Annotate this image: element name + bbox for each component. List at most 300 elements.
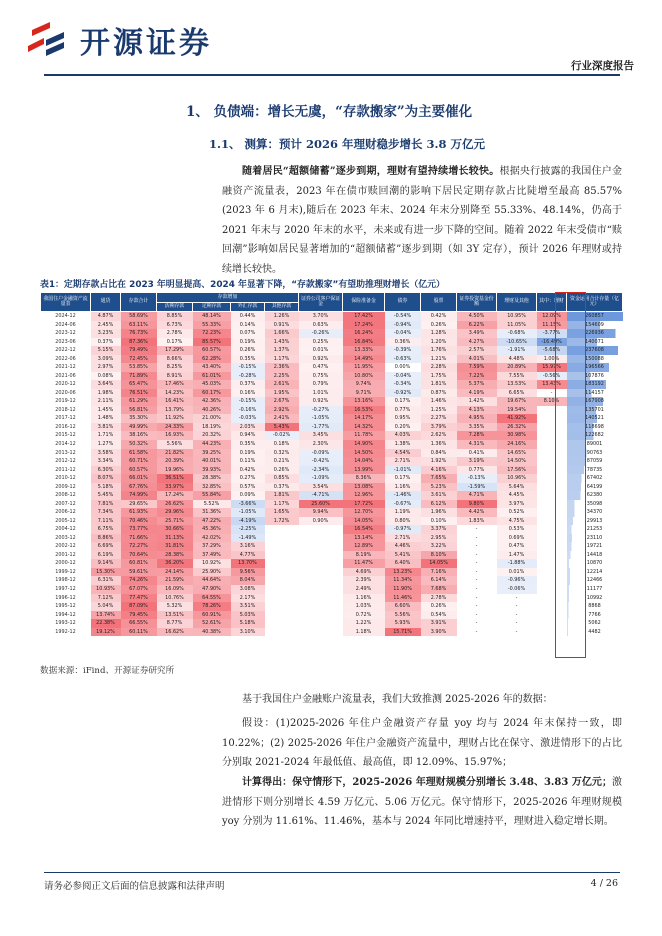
- data-cell: -0.13%: [457, 474, 497, 483]
- data-cell: 1.00%: [537, 355, 567, 364]
- result-lead: 计算得出：保守情形下，2025-2026 年理财规模分别增长 3.48、3.83 万亿元；: [242, 777, 612, 788]
- data-cell: 5062: [567, 619, 623, 628]
- data-cell: 17.24%: [157, 491, 193, 500]
- data-cell: 5.56%: [157, 440, 193, 449]
- data-cell: 0.20%: [385, 423, 421, 432]
- result-body: 激进情形下则分别增长 4.59 万亿元、5.06 万亿元。保守情形下，2025-2026 年理财规模 yoy 分别为 11.61%、11.46%，基本与 2024 年同比增速持平，理财进入稳定增长期。: [222, 777, 622, 827]
- data-cell: 53.85%: [121, 363, 157, 372]
- table-row: [41, 389, 623, 398]
- data-cell: 2.62%: [421, 431, 457, 440]
- data-cell: 6.19%: [91, 551, 121, 560]
- data-cell: 1.71%: [91, 431, 121, 440]
- data-cell: 2.95%: [421, 534, 457, 543]
- data-cell: 71.66%: [121, 534, 157, 543]
- data-cell: -1.59%: [457, 483, 497, 492]
- data-cell: 4.77%: [231, 551, 265, 560]
- data-cell: 0.00%: [394, 364, 411, 371]
- data-cell: 1.92%: [421, 457, 457, 466]
- data-cell: 4.27%: [457, 338, 497, 347]
- data-cell: 8.10%: [537, 397, 567, 406]
- data-cell: 1.38%: [385, 440, 421, 449]
- data-cell: [265, 559, 299, 568]
- data-cell: -: [515, 594, 518, 601]
- data-cell: 0.44%: [231, 312, 265, 321]
- data-cell: 5.64%: [497, 483, 537, 492]
- data-cell: [299, 534, 343, 543]
- data-cell: -3.77%: [537, 329, 567, 338]
- footer-divider: [44, 872, 620, 873]
- data-cell: [299, 568, 343, 577]
- data-cell: 1.36%: [421, 440, 457, 449]
- data-cell: 7.12%: [91, 594, 121, 603]
- data-cell: 0.32%: [265, 449, 299, 458]
- data-cell: 0.37%: [265, 483, 299, 492]
- data-cell: 67.07%: [121, 585, 157, 594]
- row-period-cell: 2013-12: [55, 449, 76, 456]
- intro-lead: 随着居民“超额储蓄”逐步到期，理财有望持续增长较快。: [242, 166, 500, 177]
- data-cell: -0.26%: [299, 329, 343, 338]
- data-cell: -0.94%: [385, 321, 421, 330]
- data-cell: 26.32%: [497, 423, 537, 432]
- data-cell: 19.54%: [497, 406, 537, 415]
- data-cell: 1.47%: [497, 551, 537, 560]
- data-cell: 10.93%: [91, 585, 121, 594]
- data-cell: 0.75%: [299, 372, 343, 381]
- data-cell: 237608: [567, 346, 623, 355]
- data-cell: 45.03%: [193, 380, 231, 389]
- row-period-cell: 1999-12: [55, 568, 76, 575]
- data-cell: [265, 568, 299, 577]
- data-cell: 1.83%: [457, 517, 497, 526]
- row-period-cell: 1992-12: [55, 628, 76, 635]
- data-cell: 7.16%: [421, 568, 457, 577]
- data-cell: 2.67%: [265, 397, 299, 406]
- data-cell: 2.17%: [231, 594, 265, 603]
- data-cell: 3.81%: [91, 423, 121, 432]
- data-cell: 13.51%: [157, 611, 193, 620]
- data-cell: 0.07%: [231, 329, 265, 338]
- data-cell: 37.29%: [193, 542, 231, 551]
- data-cell: [299, 525, 343, 534]
- data-cell: [299, 542, 343, 551]
- data-cell: 31.81%: [157, 542, 193, 551]
- data-cell: 0.77%: [457, 466, 497, 475]
- table-row: [41, 500, 623, 509]
- row-period-cell: 2008-12: [55, 492, 76, 499]
- data-cell: 56.81%: [121, 406, 157, 415]
- data-cell: 14.23%: [157, 389, 193, 398]
- header-divider: [44, 74, 620, 76]
- data-cell: 72.45%: [121, 355, 157, 364]
- row-period-cell: 2020-06: [55, 389, 76, 396]
- data-cell: 1.81%: [265, 491, 299, 500]
- data-cell: 13.16%: [343, 397, 385, 406]
- data-cell: 63.11%: [121, 321, 157, 330]
- data-cell: 6.73%: [157, 321, 193, 330]
- intro-body: 根据央行披露的我国住户金融资产流量表，2023 年在债市赎回潮的影响下居民定期存款占比陡增至最高 85.57%(2023 年 6 月末),随后在 2023 年末、2024 年末分别降至 55.33%、48.14%，仍高于 2021 年末与 2020 年末的水平，未来或有进一步下降的空间。随着 2022 年末受债市“赎回潮”影响如居民显著增加的“超额储蓄”逐步到期（如 3Y 定存），预计 2026 年理财或持续增长较快。: [222, 166, 622, 275]
- data-cell: 87.36%: [121, 338, 157, 347]
- row-period-cell: 2006-12: [55, 509, 76, 516]
- row-period-cell: 2011-12: [55, 466, 76, 473]
- table-row: [41, 525, 623, 534]
- data-cell: 55.84%: [193, 491, 231, 500]
- header-funds: 证券投资基金份额: [457, 293, 497, 312]
- data-cell: -0.92%: [385, 389, 421, 398]
- data-cell: 196566: [567, 363, 623, 372]
- data-cell: 154609: [567, 321, 623, 330]
- data-cell: 1.20%: [421, 338, 457, 347]
- data-cell: 6.60%: [385, 602, 421, 611]
- data-cell: 150088: [567, 355, 623, 364]
- data-cell: 11.34%: [385, 576, 421, 585]
- data-cell: -0.97%: [385, 525, 421, 534]
- table-row: [41, 628, 623, 637]
- data-cell: 9.71%: [343, 389, 385, 398]
- data-cell: 2.39%: [343, 576, 385, 585]
- data-cell: 5.18%: [91, 483, 121, 492]
- data-cell: 21253: [567, 525, 623, 534]
- data-cell: 66.01%: [121, 474, 157, 483]
- data-cell: 3.10%: [231, 628, 265, 637]
- data-cell: 3.79%: [421, 423, 457, 432]
- data-cell: 0.77%: [385, 406, 421, 415]
- data-cell: 14.90%: [343, 440, 385, 449]
- data-cell: [299, 611, 343, 620]
- data-cell: 5.37%: [457, 380, 497, 389]
- data-cell: 14418: [567, 551, 623, 560]
- data-cell: 0.87%: [421, 389, 457, 398]
- data-cell: 140521: [567, 414, 623, 423]
- data-cell: -: [475, 543, 478, 550]
- data-cell: 11.05%: [497, 321, 537, 330]
- data-cell: 1.66%: [265, 329, 299, 338]
- data-cell: 0.21%: [265, 457, 299, 466]
- table-row: [41, 594, 623, 603]
- data-cell: 87059: [567, 457, 623, 466]
- table-row: [41, 551, 623, 560]
- data-cell: 0.26%: [421, 602, 457, 611]
- data-cell: [265, 594, 299, 603]
- data-cell: 61.93%: [121, 508, 157, 517]
- data-cell: 10.95%: [497, 312, 537, 321]
- data-cell: 72.27%: [121, 542, 157, 551]
- data-cell: -: [475, 594, 478, 601]
- data-cell: -2.25%: [231, 525, 265, 534]
- row-period-cell: 1995-12: [55, 603, 76, 610]
- data-cell: 0.37%: [231, 380, 265, 389]
- data-cell: -0.27%: [299, 406, 343, 415]
- data-cell: 67402: [567, 474, 623, 483]
- data-cell: 0.92%: [299, 355, 343, 364]
- data-cell: [299, 576, 343, 585]
- data-cell: 78735: [567, 466, 623, 475]
- table-row: [41, 466, 623, 475]
- data-cell: 0.95%: [385, 414, 421, 423]
- table-row: [41, 397, 623, 406]
- table-row: [41, 363, 623, 372]
- data-cell: 43.40%: [193, 363, 231, 372]
- data-cell: 0.19%: [231, 338, 265, 347]
- data-cell: -: [515, 628, 518, 635]
- page-number: 4 / 26: [590, 878, 618, 889]
- data-cell: 11.46%: [385, 594, 421, 603]
- data-cell: 40.01%: [193, 457, 231, 466]
- data-cell: 10.76%: [157, 594, 193, 603]
- data-cell: 40.38%: [193, 628, 231, 637]
- data-cell: 0.11%: [231, 457, 265, 466]
- data-cell: 2.25%: [265, 372, 299, 381]
- data-cell: 11177: [567, 585, 623, 594]
- data-cell: 16.41%: [157, 397, 193, 406]
- row-period-cell: 1997-12: [55, 586, 76, 592]
- data-cell: 35098: [567, 500, 623, 509]
- data-cell: 260857: [567, 312, 623, 321]
- data-cell: 0.54%: [421, 611, 457, 620]
- data-cell: 21.59%: [157, 576, 193, 585]
- data-cell: 3.91%: [421, 619, 457, 628]
- data-cell: -1.91%: [497, 346, 537, 355]
- data-cell: 29.96%: [157, 508, 193, 517]
- data-cell: 5.04%: [91, 602, 121, 611]
- table-row: [41, 423, 623, 432]
- data-cell: 9.14%: [91, 559, 121, 568]
- data-cell: -1.09%: [299, 474, 343, 483]
- data-cell: 1.95%: [265, 389, 299, 398]
- data-cell: 17.56%: [497, 466, 537, 475]
- data-cell: 183192: [567, 380, 623, 389]
- data-cell: -0.63%: [385, 355, 421, 364]
- data-cell: 3.22%: [421, 542, 457, 551]
- data-cell: 0.72%: [343, 611, 385, 620]
- data-cell: 0.42%: [231, 466, 265, 475]
- data-cell: 42.02%: [193, 534, 231, 543]
- data-cell: 1.28%: [421, 329, 457, 338]
- data-cell: -: [475, 560, 478, 567]
- data-cell: 1.17%: [265, 500, 299, 509]
- data-cell: 10.96%: [497, 474, 537, 483]
- brand-logo-icon: [24, 16, 70, 62]
- data-cell: 5.93%: [385, 619, 421, 628]
- data-cell: 4.16%: [421, 466, 457, 475]
- data-cell: 14.65%: [497, 449, 537, 458]
- data-cell: -0.16%: [231, 406, 265, 415]
- data-cell: 0.52%: [497, 508, 537, 517]
- data-cell: 35.30%: [121, 414, 157, 423]
- data-cell: -: [515, 611, 518, 618]
- row-period-cell: 2009-12: [55, 483, 76, 490]
- data-cell: 8.86%: [91, 534, 121, 543]
- header-total-stock: 资金运用合计存量（亿元）: [567, 293, 623, 312]
- data-cell: 5.56%: [385, 611, 421, 620]
- data-cell: 9.56%: [231, 568, 265, 577]
- result-paragraph: [222, 773, 622, 832]
- data-cell: 47.90%: [193, 585, 231, 594]
- data-cell: 6.30%: [91, 466, 121, 475]
- data-cell: -4.19%: [231, 517, 265, 526]
- data-cell: 13.23%: [385, 568, 421, 577]
- data-cell: 21.00%: [193, 414, 231, 423]
- data-cell: 0.27%: [231, 474, 265, 483]
- row-period-cell: 2022-12: [55, 347, 76, 354]
- data-cell: 5.18%: [231, 619, 265, 628]
- data-cell: 3.49%: [457, 329, 497, 338]
- row-period-cell: 2023-12: [55, 330, 76, 337]
- data-cell: 4.54%: [385, 449, 421, 458]
- data-cell: [299, 559, 343, 568]
- row-period-cell: 1993-12: [55, 620, 76, 627]
- table-row: [41, 312, 623, 321]
- data-cell: 4.46%: [385, 542, 421, 551]
- data-cell: 1.21%: [421, 355, 457, 364]
- data-cell: 1.45%: [91, 406, 121, 415]
- data-cell: [265, 542, 299, 551]
- data-cell: 3.45%: [299, 431, 343, 440]
- data-cell: -: [475, 611, 478, 618]
- data-cell: -0.04%: [385, 329, 421, 338]
- data-cell: [265, 525, 299, 534]
- header-deposit-group: 存款增加: [157, 293, 299, 303]
- data-cell: 10992: [567, 594, 623, 603]
- data-cell: 70.46%: [121, 517, 157, 526]
- row-period-cell: 2001-12: [55, 551, 76, 558]
- data-cell: 0.18%: [265, 440, 299, 449]
- data-cell: -: [475, 534, 478, 541]
- data-cell: 9.94%: [299, 508, 343, 517]
- data-cell: 4.19%: [457, 389, 497, 398]
- data-cell: 45.36%: [193, 525, 231, 534]
- data-cell: 18.19%: [193, 423, 231, 432]
- data-cell: -1.46%: [385, 491, 421, 500]
- data-cell: 1.76%: [421, 346, 457, 355]
- data-cell: 87.09%: [121, 602, 157, 611]
- data-cell: 1.46%: [421, 397, 457, 406]
- data-cell: 7.22%: [457, 372, 497, 381]
- data-cell: -: [550, 389, 553, 396]
- data-cell: 7.68%: [421, 585, 457, 594]
- data-cell: 13.53%: [497, 380, 537, 389]
- data-cell: 3.16%: [231, 542, 265, 551]
- data-cell: 4.87%: [91, 312, 121, 321]
- data-cell: 118698: [567, 423, 623, 432]
- data-cell: -0.54%: [385, 312, 421, 321]
- data-cell: 0.91%: [265, 321, 299, 330]
- data-cell: -0.39%: [385, 346, 421, 355]
- data-cell: 7.81%: [91, 500, 121, 509]
- data-cell: 3.51%: [231, 602, 265, 611]
- data-cell: 5.41%: [385, 551, 421, 560]
- data-cell: 2.49%: [343, 585, 385, 594]
- data-cell: 26.62%: [157, 500, 193, 509]
- data-cell: 13.70%: [231, 559, 265, 568]
- data-cell: 17.29%: [157, 346, 193, 355]
- data-cell: 2.78%: [421, 594, 457, 603]
- data-cell: -: [475, 603, 478, 610]
- data-cell: 0.80%: [385, 517, 421, 526]
- data-cell: 14.50%: [343, 449, 385, 458]
- data-cell: 11.15%: [537, 321, 567, 330]
- table-row: [41, 457, 623, 466]
- data-cell: 52.61%: [193, 619, 231, 628]
- data-cell: 12466: [567, 576, 623, 585]
- data-cell: 0.69%: [497, 534, 537, 543]
- data-cell: 28.38%: [157, 551, 193, 560]
- data-cell: 14.49%: [343, 355, 385, 364]
- data-cell: 4.42%: [457, 508, 497, 517]
- data-cell: 8.10%: [421, 551, 457, 560]
- data-cell: 65.47%: [121, 380, 157, 389]
- data-cell: 24.16%: [497, 440, 537, 449]
- data-cell: 0.94%: [231, 431, 265, 440]
- data-cell: 16.93%: [157, 431, 193, 440]
- data-cell: 13.14%: [343, 534, 385, 543]
- row-period-cell: 2002-12: [55, 543, 76, 550]
- data-cell: -3.66%: [231, 500, 265, 509]
- data-cell: 6.12%: [421, 500, 457, 509]
- data-cell: 1.72%: [265, 517, 299, 526]
- data-cell: -0.56%: [537, 372, 567, 381]
- header-stocks: 股票: [421, 293, 457, 312]
- data-cell: 0.42%: [421, 312, 457, 321]
- row-period-cell: 2007-12: [55, 500, 76, 507]
- data-cell: 4.45%: [497, 491, 537, 500]
- data-cell: 8868: [567, 602, 623, 611]
- row-period-cell: 2018-12: [55, 406, 76, 413]
- row-period-cell: 2017-12: [55, 415, 76, 422]
- data-cell: 8.77%: [157, 619, 193, 628]
- data-cell: 4.48%: [497, 355, 537, 364]
- data-cell: 17.42%: [343, 312, 385, 321]
- data-cell: 8.19%: [343, 551, 385, 560]
- data-cell: 12.09%: [537, 312, 567, 321]
- data-cell: -0.06%: [497, 585, 537, 594]
- data-cell: 4.75%: [497, 517, 537, 526]
- table-row: [41, 602, 623, 611]
- data-cell: 0.01%: [299, 346, 343, 355]
- data-cell: 1.19%: [385, 508, 421, 517]
- data-cell: 39.93%: [193, 466, 231, 475]
- data-cell: 39.25%: [193, 449, 231, 458]
- data-cell: 0.17%: [385, 474, 421, 483]
- data-cell: [265, 628, 299, 637]
- header-period: 我国住户金融资产流量表: [41, 293, 91, 312]
- estimate-intro-paragraph: 基于我国住户金融账户流量表，我们大致推测 2025-2026 年的数据：: [242, 694, 553, 705]
- data-cell: 48.14%: [193, 312, 231, 321]
- data-cell: 20.39%: [157, 457, 193, 466]
- row-period-cell: 2016-12: [55, 423, 76, 430]
- table-row: [41, 431, 623, 440]
- data-cell: 19.67%: [497, 397, 537, 406]
- row-period-cell: 2010-12: [55, 475, 76, 482]
- data-cell: 32.85%: [193, 483, 231, 492]
- data-cell: -0.02%: [265, 431, 299, 440]
- data-cell: 2.71%: [385, 457, 421, 466]
- data-cell: 2.71%: [385, 534, 421, 543]
- data-cell: 12214: [567, 568, 623, 577]
- data-cell: 3.97%: [497, 500, 537, 509]
- data-cell: 72.23%: [193, 329, 231, 338]
- data-cell: 61.58%: [121, 449, 157, 458]
- data-cell: 19.96%: [157, 466, 193, 475]
- table-row: [41, 474, 623, 483]
- data-cell: 1.96%: [421, 508, 457, 517]
- header-deposits-total: 存款合计: [121, 293, 157, 312]
- data-cell: 1.43%: [265, 338, 299, 347]
- data-cell: 0.16%: [231, 389, 265, 398]
- data-cell: 2.61%: [265, 380, 299, 389]
- header-currency: 通货: [91, 293, 121, 312]
- data-cell: 7.55%: [497, 372, 537, 381]
- data-cell: 16.62%: [157, 628, 193, 637]
